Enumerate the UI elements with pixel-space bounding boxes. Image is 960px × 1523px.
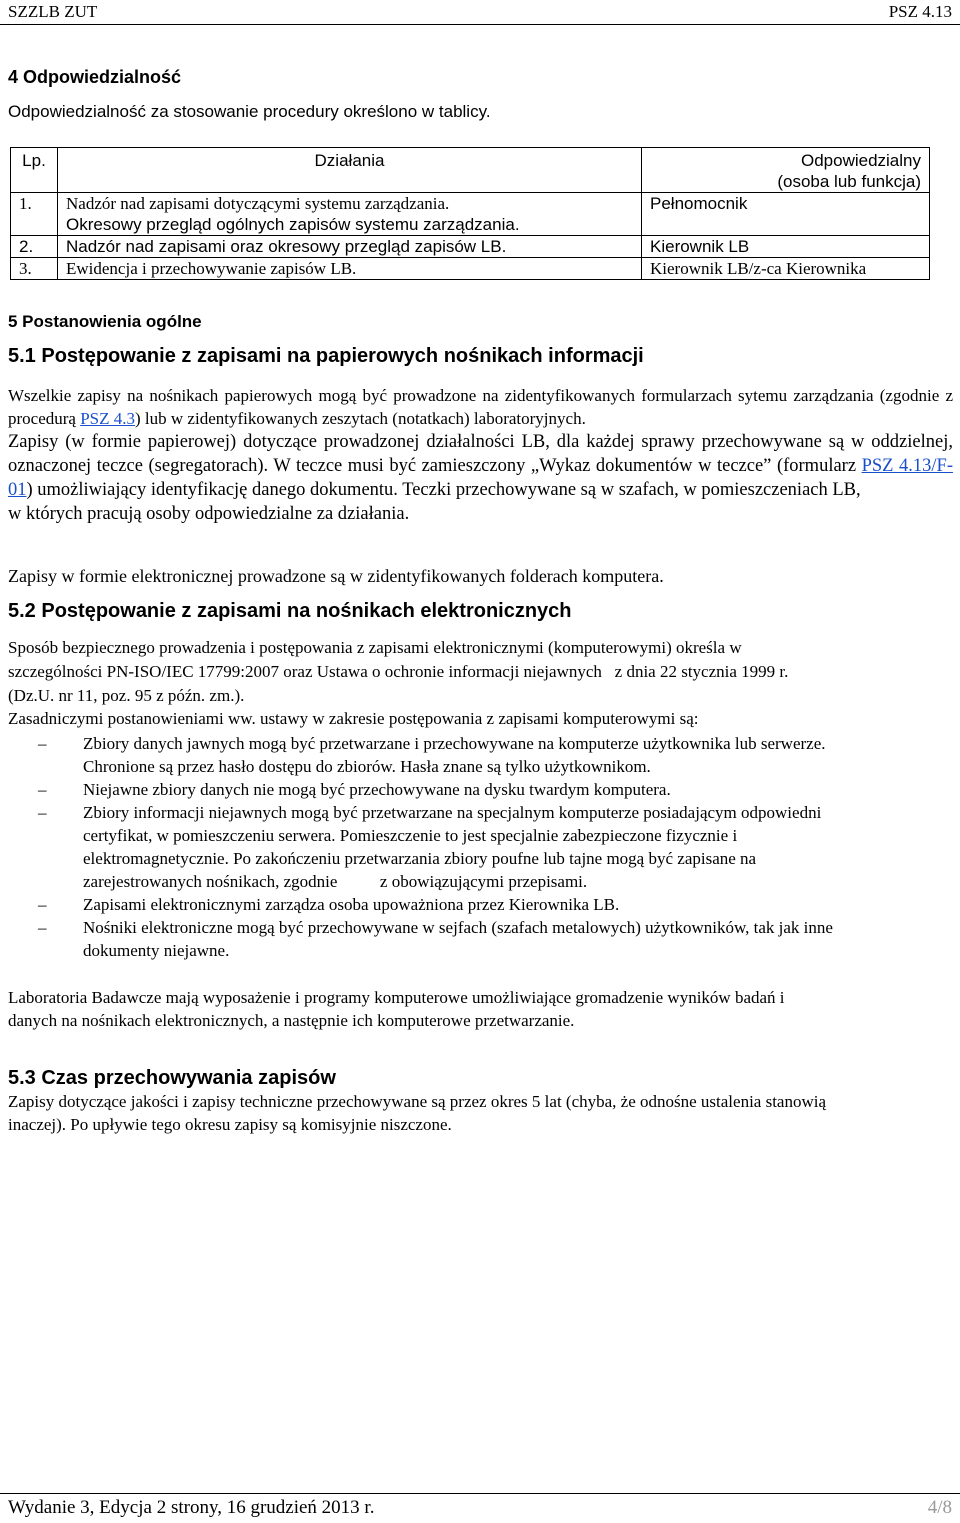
row-responsible: Kierownik LB <box>642 236 930 258</box>
section-5-title: 5 Postanowienia ogólne <box>8 312 202 331</box>
list-item: – Zbiory danych jawnych mogą być przetwarzane i przechowywane na komputerze użytkownika lub serwerze. Chronione są przez hasło dostępu do zbiorów. Hasła znane są tylko użytkownikom. <box>38 734 826 776</box>
row-action: Ewidencja i przechowywanie zapisów LB. <box>58 258 642 280</box>
table-row <box>11 193 930 236</box>
section-5-2-intro-line4: Zasadniczymi postanowieniami ww. ustawy w zakresie postępowania z zapisami komputerowymi są: <box>8 709 699 728</box>
psz-4-3-link[interactable]: PSZ 4.3 <box>80 409 136 428</box>
dash-bullet: – <box>38 734 47 753</box>
row-responsible: Pełnomocnik <box>642 193 930 236</box>
row-responsible: Kierownik LB/z-ca Kierownika <box>642 258 930 280</box>
dash-bullet: – <box>38 895 47 914</box>
row-action <box>58 193 642 236</box>
page-number: 4/8 <box>927 1497 952 1518</box>
procedure-code: PSZ 4.13 <box>888 2 952 21</box>
header-rule <box>0 24 960 25</box>
row-action: Nadzór nad zapisami oraz okresowy przegląd zapisów LB. <box>58 236 642 258</box>
table-row <box>11 236 930 258</box>
section-5-2-intro-line3: (Dz.U. nr 11, poz. 95 z późn. zm.). <box>8 686 245 705</box>
section-5-1-paragraph-3: Zapisy w formie elektronicznej prowadzone są w zidentyfikowanych folderach komputera. <box>8 566 664 586</box>
header-lp: Lp. <box>11 148 58 193</box>
row-lp: 3. <box>11 258 58 280</box>
table-header-row <box>11 148 930 193</box>
responsibility-table <box>10 147 930 280</box>
header-action: Działania <box>58 148 642 193</box>
section-5-1-paragraph-1: Wszelkie zapisy na nośnikach papierowych mogą być prowadzone na zidentyfikowanych formularzach sytemu zarządzania (zgodnie z procedurą PSZ 4.3) lub w zidentyfikowanych zeszytach (notatkach) laboratoryjnych. <box>8 386 953 428</box>
section-5-3-paragraph-line2: inaczej). Po upływie tego okresu zapisy są komisyjnie niszczone. <box>8 1115 452 1134</box>
section-5-2-intro-line2: szczególności PN-ISO/IEC 17799:2007 oraz Ustawa o ochronie informacji niejawnych z dnia 22 stycznia 1999 r. <box>8 662 789 681</box>
section-4-title: 4 Odpowiedzialność <box>8 67 182 87</box>
edition-info: Wydanie 3, Edycja 2 strony, 16 grudzień 2013 r. <box>8 1497 375 1518</box>
list-item: – Zapisami elektronicznymi zarządza osoba upoważniona przez Kierownika LB. <box>38 895 620 914</box>
list-item: – Nośniki elektroniczne mogą być przechowywane w sejfach (szafach metalowych) użytkowników, tak jak inne dokumenty niejawne. <box>38 918 833 960</box>
section-5-1-paragraph-2: Zapisy (w formie papierowej) dotyczące prowadzonej działalności LB, dla każdej sprawy przechowywane są w oddzielnej, oznaczonej teczce (segregatorach). W teczce musi być zamieszczony „Wykaz dokumentów w teczce” (formularz PSZ 4.13/F-01) umożliwiający identyfikację danego dokumentu. Teczki przechowywane są w szafach, w pomieszczeniach LB, w których pracują osoby odpowiedzialne za działania. <box>8 432 953 524</box>
section-5-3-paragraph-line1: Zapisy dotyczące jakości i zapisy techniczne przechowywane są przez okres 5 lat (chyba, że odnośne ustalenia stanowią <box>8 1092 827 1111</box>
section-5-3-title: 5.3 Czas przechowywania zapisów <box>8 1067 336 1089</box>
document-code: SZZLB ZUT <box>8 2 98 21</box>
header-responsible-line1: Odpowiedzialny <box>800 151 921 170</box>
section-5-2-intro-line1: Sposób bezpiecznego prowadzenia i postępowania z zapisami elektronicznymi (komputerowymi) określa w <box>8 638 742 657</box>
footer-rule <box>0 1493 960 1494</box>
section-5-2-title: 5.2 Postępowanie z zapisami na nośnikach elektronicznych <box>8 600 572 622</box>
table-row <box>11 258 930 280</box>
dash-bullet: – <box>38 803 47 822</box>
section-5-2-paragraph-2-line1: Laboratoria Badawcze mają wyposażenie i programy komputerowe umożliwiające gromadzenie wyników badań i <box>8 988 785 1007</box>
section-4-intro: Odpowiedzialność za stosowanie procedury określono w tablicy. <box>8 102 491 121</box>
row-lp: 1. <box>11 193 58 236</box>
section-5-2-paragraph-2-line2: danych na nośnikach elektronicznych, a następnie ich komputerowe przetwarzanie. <box>8 1011 575 1030</box>
row-action-line1: Nadzór nad zapisami dotyczącymi systemu zarządzania. <box>66 194 450 213</box>
dash-bullet: – <box>38 780 47 799</box>
header-responsible <box>642 148 930 193</box>
section-5-1-title: 5.1 Postępowanie z zapisami na papierowych nośnikach informacji <box>8 345 644 367</box>
provisions-list <box>8 732 958 962</box>
list-item: – Niejawne zbiory danych nie mogą być przechowywane na dysku twardym komputera. <box>38 780 671 799</box>
dash-bullet: – <box>38 918 47 937</box>
row-action-line2: Okresowy przegląd ogólnych zapisów systemu zarządzania. <box>66 215 520 234</box>
header-responsible-line2: (osoba lub funkcja) <box>777 172 921 191</box>
psz-4-13-f-01-link[interactable]: PSZ 4.13/F-01 <box>8 456 953 500</box>
row-lp: 2. <box>11 236 58 258</box>
list-item: – Zbiory informacji niejawnych mogą być przetwarzane na specjalnym komputerze posiadającym odpowiedni certyfikat, w pomieszczeniu serwera. Pomieszczenie to jest specjalnie zabezpieczone fizycznie i elektromagnetycznie. Po zakończeniu przetwarzania zbiory poufne lub tajne mogą być zapisane na zarejestrowanych nośnikach, zgodnie z obowiązującymi przepisami. <box>38 803 822 891</box>
